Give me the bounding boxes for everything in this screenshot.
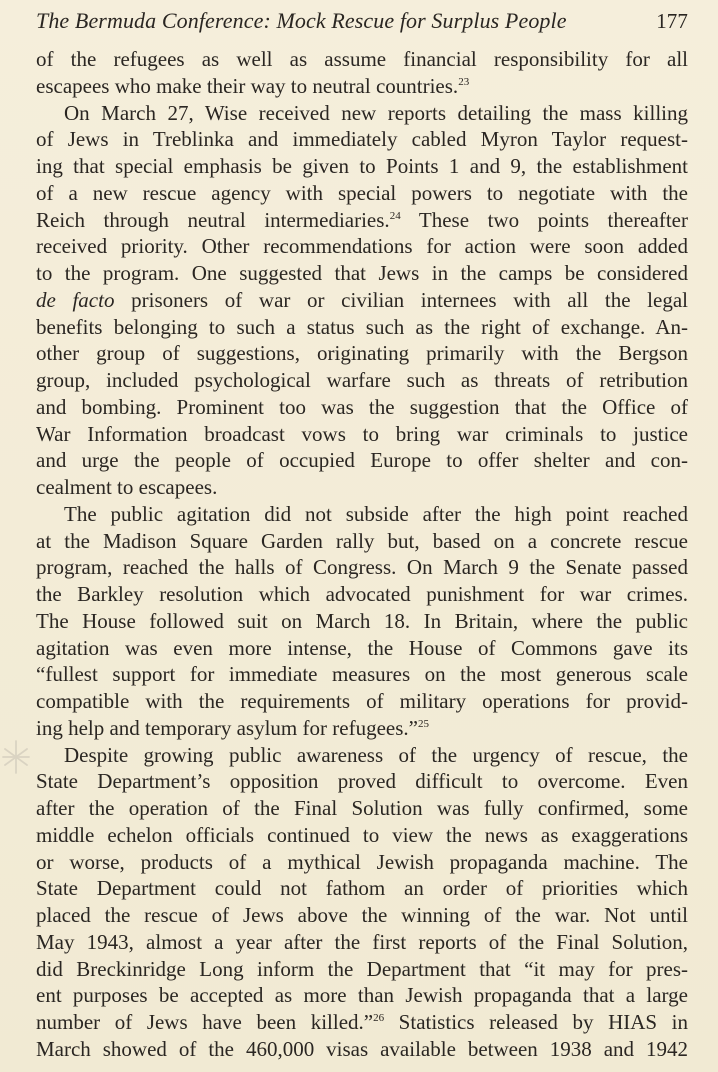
footnote-marker: 23 [458,75,470,88]
line-text: March showed of the 460,000 visas available between 1938 and 1942 [36,1036,688,1061]
line-text: and urge the people of occupied Europe to offer shelter and con- [36,448,688,473]
line-text: ing that special emphasis be given to Points 1 and 9, the establishment [36,154,688,178]
line-text: escapees who make their way to neutral countries. [36,73,459,98]
text-line [36,956,688,983]
text-line [36,608,688,635]
text-line [36,367,688,394]
line-text: of Jews in Treblinka and immediately cabled Myron Taylor request- [36,127,688,152]
line-text: received priority. Other recommendations for action were soon added [36,234,688,259]
text-line [36,153,688,180]
text-line [36,742,688,769]
body-text [36,46,688,1063]
line-text: The House followed suit on March 18. In Britain, where the public [36,608,688,633]
text-line [36,768,688,795]
line-text: cealment to escapees. [36,475,218,499]
line-text-continued: Statistics released by HIAS in [384,1010,688,1034]
line-text: and bombing. Prominent too was the suggestion that the Office of [36,394,688,419]
line-text: other group of suggestions, originating primarily with the Bergson [36,341,688,366]
text-line [36,207,688,234]
line-text: Reich through neutral intermediaries. [36,207,390,232]
text-line [36,260,688,287]
line-text: at the Madison Square Garden rally but, based on a concrete rescue [36,528,688,553]
text-line [36,126,688,153]
footnote-marker: 25 [417,717,429,730]
text-line [36,1036,688,1063]
text-line [36,795,688,822]
line-text: prisoners of war or civilian internees with all the legal [114,287,688,312]
line-text: the Barkley resolution which advocated punishment for war crimes. [36,582,688,606]
text-line [36,688,688,715]
line-text: number of Jews have been killed.” [36,1010,374,1034]
line-text: to the program. One suggested that Jews in the camps be considered [36,261,688,285]
line-text: ing help and temporary asylum for refugees.” [36,715,418,740]
text-line [36,528,688,555]
line-text: State Department’s opposition proved difficult to overcome. Even [36,769,688,794]
running-head [36,4,688,38]
text-line [36,340,688,367]
text-line [36,822,688,849]
text-line [36,233,688,260]
text-line [36,849,688,876]
line-text: May 1943, almost a year after the first reports of the Final Solution, [36,929,688,954]
text-line [36,180,688,207]
line-text: The public agitation did not subside after the high point reached [64,501,688,526]
text-line [36,501,688,528]
text-line [36,100,688,127]
text-line [36,715,688,742]
line-text: middle echelon officials continued to view the news as exaggerations [36,822,688,847]
line-text-continued: These two points thereafter [400,207,688,232]
text-line [36,474,688,501]
text-line [36,875,688,902]
line-text: program, reached the halls of Congress. On March 9 the Senate passed [36,555,688,580]
line-text: or worse, products of a mythical Jewish propaganda machine. The [36,849,688,874]
line-text: “fullest support for immediate measures on the most generous scale [36,662,688,687]
line-text: State Department could not fathom an order of priorities which [36,876,688,901]
text-line [36,46,688,73]
line-text: Despite growing public awareness of the urgency of rescue, the [64,742,688,767]
line-text: of the refugees as well as assume financial responsibility for all [36,47,688,71]
italic-phrase: de facto [36,287,115,312]
line-text: placed the rescue of Jews above the winning of the war. Not until [36,903,688,927]
running-title: The Bermuda Conference: Mock Rescue for Surplus People [36,8,567,33]
footnote-marker: 24 [389,209,401,222]
text-line [36,635,688,662]
text-line [36,581,688,608]
text-line [36,287,688,314]
footnote-marker: 26 [373,1012,385,1024]
line-text: agitation was even more intense, the House of Commons gave its [36,635,688,660]
text-line [36,661,688,688]
line-text: after the operation of the Final Solution was fully confirmed, some [36,796,688,820]
text-line [36,421,688,448]
text-line [36,73,688,100]
page-number: 177 [656,8,688,33]
text-line [36,1009,688,1036]
line-text: On March 27, Wise received new reports detailing the mass killing [64,100,688,125]
text-line [36,447,688,474]
line-text: benefits belonging to such a status such as the right of exchange. An- [36,314,688,339]
line-text: compatible with the requirements of military operations for provid- [36,689,688,713]
line-text: group, included psychological warfare such as threats of retribution [36,368,688,392]
line-text: ent purposes be accepted as more than Jewish propaganda that a large [36,983,688,1008]
line-text: of a new rescue agency with special powers to negotiate with the [36,180,688,205]
asterisk-mark-icon [0,735,32,779]
text-line [36,554,688,581]
line-text: did Breckinridge Long inform the Department that “it may for pres- [36,956,688,981]
text-line [36,394,688,421]
text-line [36,314,688,341]
text-line [36,902,688,929]
line-text: War Information broadcast vows to bring war criminals to justice [36,421,688,446]
text-line [36,982,688,1009]
text-line [36,929,688,956]
